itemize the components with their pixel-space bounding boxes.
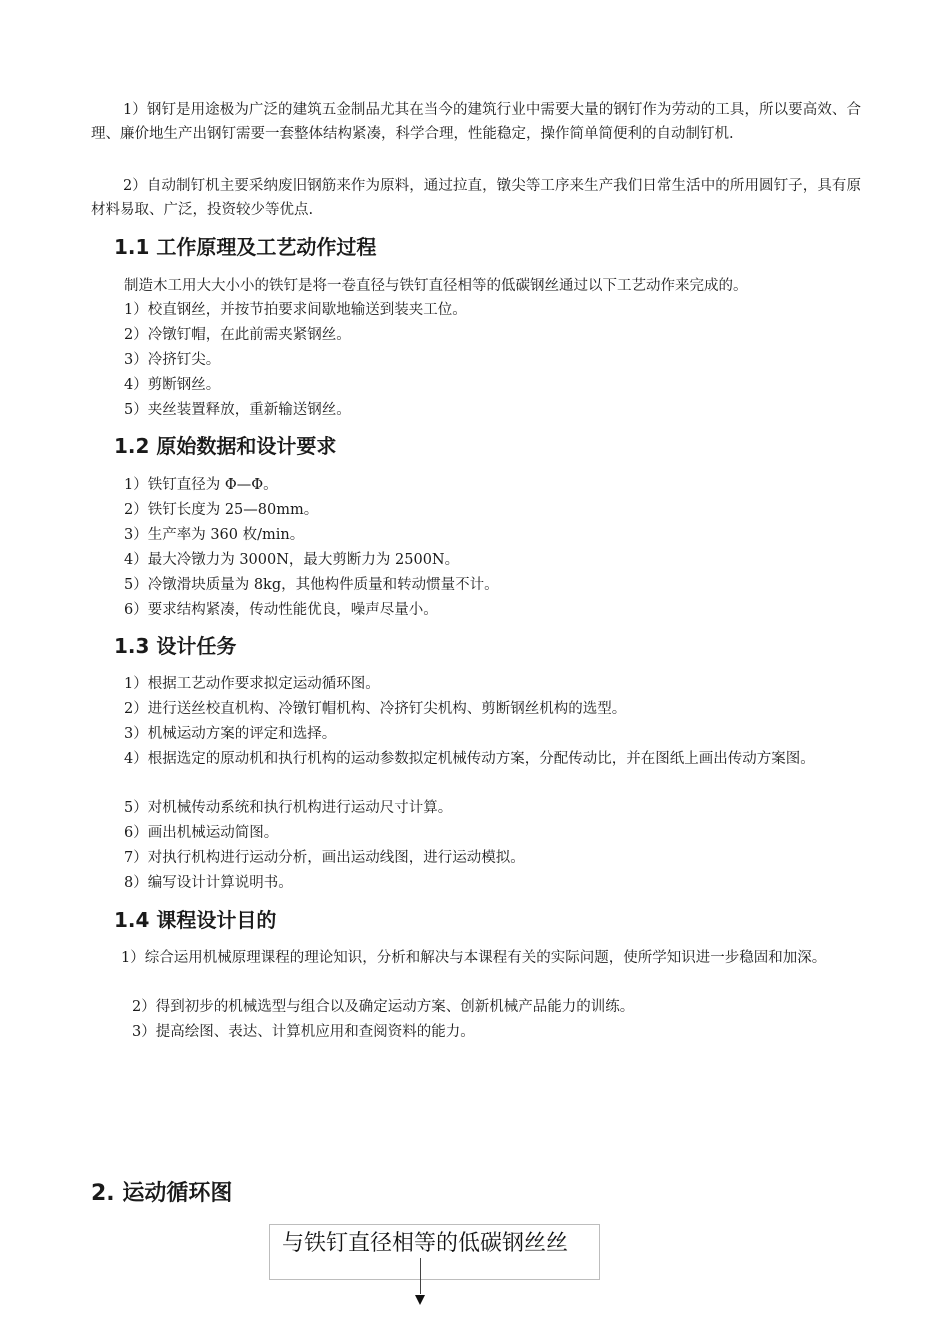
list-item: 6）要求结构紧凑，传动性能优良，噪声尽量小。 (124, 602, 438, 618)
section-1-3-heading: 1.3 设计任务 (114, 634, 237, 658)
list-item: 2）进行送丝校直机构、冷镦钉帽机构、冷挤钉尖机构、剪断钢丝机构的选型。 (124, 701, 627, 717)
intro-paragraph-2: 2）自动制钉机主要采纳废旧钢筋来作为原料，通过拉直，镦尖等工序来生产我们日常生活中的所用圆钉子，具有原材料易取、广泛，投资较少等优点. (91, 178, 861, 218)
list-item: 4）剪断钢丝。 (124, 377, 221, 393)
intro-paragraph-1: 1）钢钉是用途极为广泛的建筑五金制品尤其在当今的建筑行业中需要大量的钢钉作为劳动的工具，所以要高效、合理、廉价地生产出钢钉需要一套整体结构紧凑，科学合理，性能稳定，操作简单简便利的自动制钉机. (91, 102, 861, 142)
list-item: 2）冷镦钉帽，在此前需夹紧钢丝。 (124, 327, 351, 343)
section-2-heading: 2. 运动循环图 (91, 1181, 233, 1206)
list-item: 3）生产率为 360 枚/min。 (124, 527, 305, 543)
list-item: 1）校直钢丝，并按节拍要求间歇地输送到装夹工位。 (124, 302, 467, 318)
list-item: 5）夹丝装置释放，重新输送钢丝。 (124, 402, 351, 418)
section-1-1-heading: 1.1 工作原理及工艺动作过程 (114, 235, 377, 259)
section-1-1-lead: 制造木工用大大小小的铁钉是将一卷直径与铁钉直径相等的低碳钢丝通过以下工艺动作来完成的。 (124, 278, 748, 294)
list-item: 5）对机械传动系统和执行机构进行运动尺寸计算。 (124, 800, 453, 816)
list-item: 1）根据工艺动作要求拟定运动循环图。 (124, 676, 380, 692)
arrow-down-icon (415, 1295, 425, 1305)
section-1-4-heading: 1.4 课程设计目的 (114, 908, 277, 932)
flowchart-start-box-label: 与铁钉直径相等的低碳钢丝丝 (282, 1231, 569, 1256)
list-item: 5）冷镦滑块质量为 8kg，其他构件质量和转动惯量不计。 (124, 577, 499, 593)
list-item: 2）得到初步的机械选型与组合以及确定运动方案、创新机械产品能力的训练。 (132, 999, 635, 1015)
list-item: 3）机械运动方案的评定和选择。 (124, 726, 337, 742)
list-item: 6）画出机械运动简图。 (124, 825, 279, 841)
list-item: 7）对执行机构进行运动分析，画出运动线图，进行运动模拟。 (124, 850, 525, 866)
flowchart-connector-line (420, 1258, 421, 1294)
list-item: 1）综合运用机械原理课程的理论知识，分析和解决与本课程有关的实际问题，使所学知识进一步稳固和加深。 (121, 950, 827, 966)
list-item: 8）编写设计计算说明书。 (124, 875, 293, 891)
flowchart-start-box (269, 1224, 600, 1280)
list-item: 3）冷挤钉尖。 (124, 352, 221, 368)
list-item: 4）最大冷镦力为 3000N，最大剪断力为 2500N。 (124, 552, 460, 568)
section-1-2-heading: 1.2 原始数据和设计要求 (114, 434, 337, 458)
list-item: 4）根据选定的原动机和执行机构的运动参数拟定机械传动方案，分配传动比，并在图纸上画出传动方案图。 (124, 751, 815, 767)
list-item: 2）铁钉长度为 25—80mm。 (124, 502, 319, 518)
list-item: 3）提高绘图、表达、计算机应用和查阅资料的能力。 (132, 1024, 475, 1040)
list-item: 1）铁钉直径为 Φ—Φ。 (124, 477, 278, 493)
